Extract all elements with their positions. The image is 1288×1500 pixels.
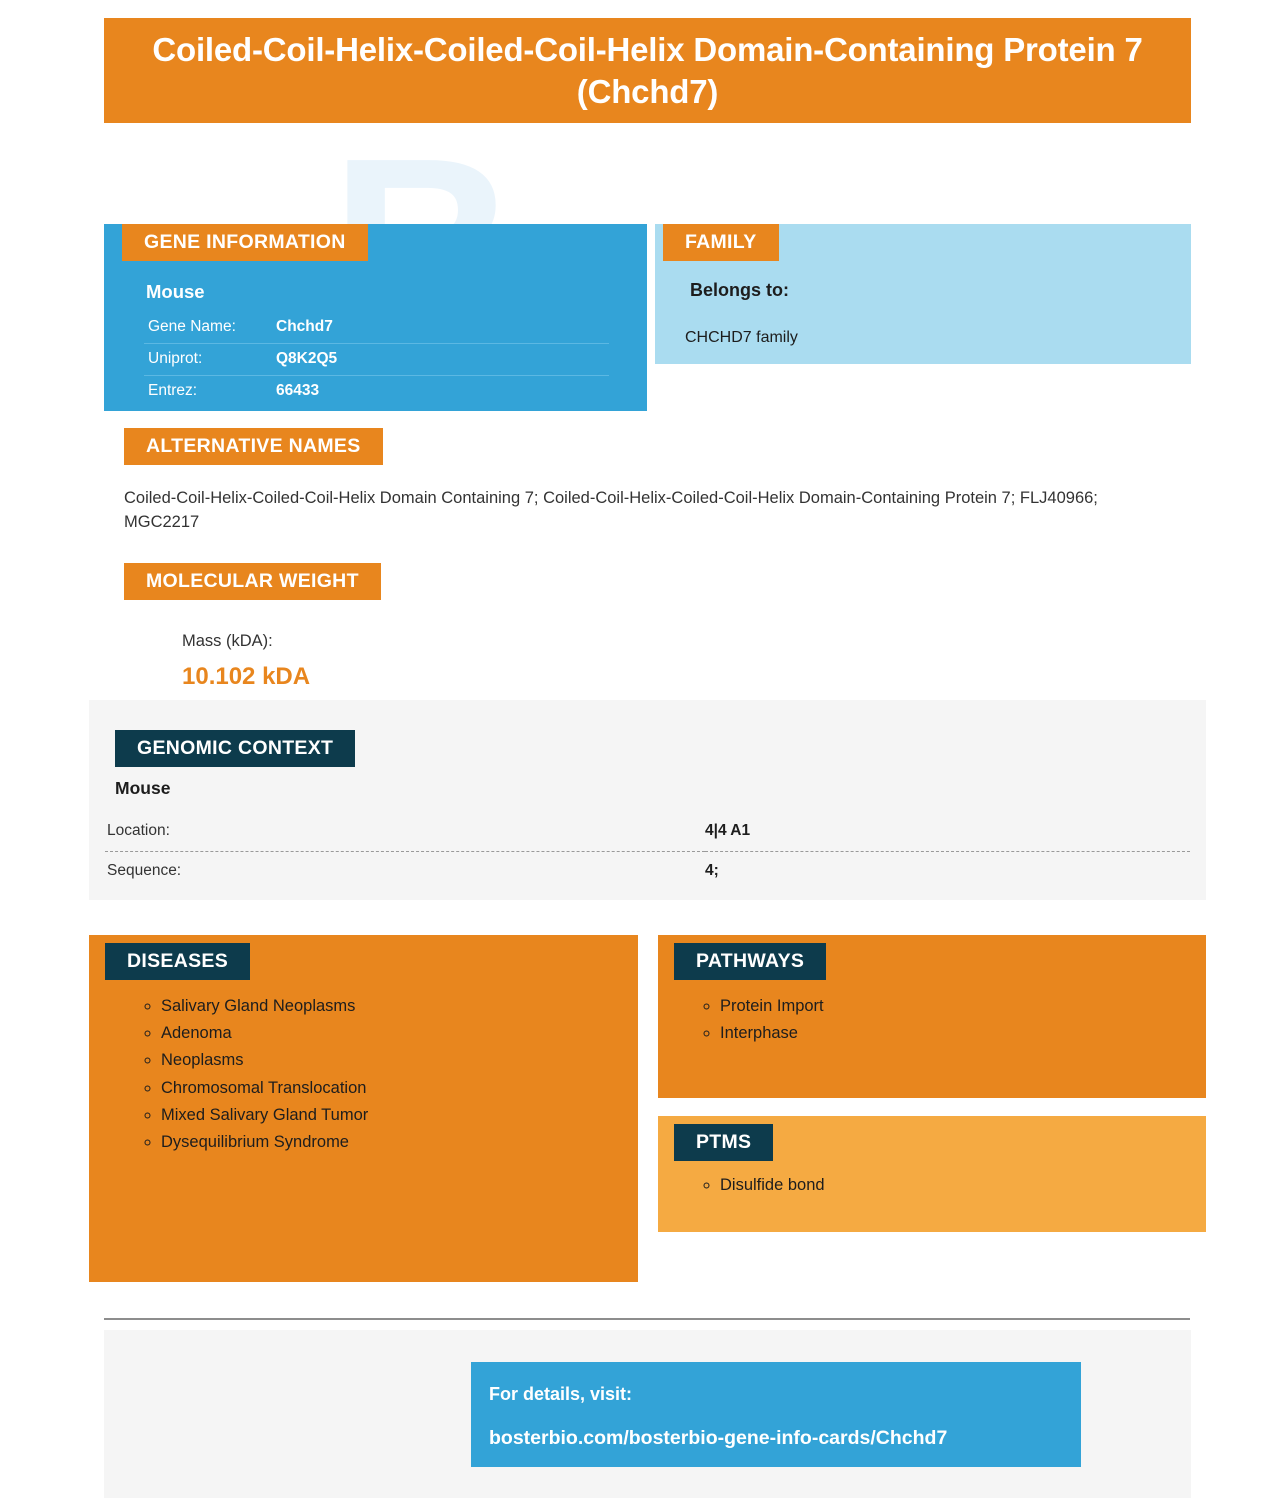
footer-panel	[104, 1330, 1191, 1498]
genomic-context-panel	[89, 700, 1206, 900]
page-title-banner	[104, 18, 1191, 123]
gene-information-table	[144, 312, 609, 407]
list-item: ◦ Disulfide bond	[720, 1172, 825, 1198]
mass-value: 10.102 kDA	[182, 663, 311, 690]
ptms-heading: PTMS	[674, 1124, 773, 1161]
table-row	[105, 852, 1190, 892]
list-item: ◦ Dysequilibrium Syndrome	[161, 1129, 431, 1156]
genomic-context-table	[105, 812, 1190, 891]
list-item: ◦ Chromosomal Translocation	[161, 1075, 431, 1102]
page-title: Coiled-Coil-Helix-Coiled-Coil-Helix Domain-Containing Protein 7 (Chchd7)	[152, 31, 1143, 110]
ptms-panel	[658, 1116, 1206, 1232]
alternative-names-heading: ALTERNATIVE NAMES	[124, 428, 383, 465]
list-item: ◦ Adenoma	[161, 1020, 431, 1047]
list-item: ◦ Interphase	[720, 1020, 824, 1047]
family-panel	[655, 224, 1191, 364]
table-row	[144, 344, 609, 376]
gene-information-heading: GENE INFORMATION	[122, 224, 368, 261]
location-label: Location:	[105, 812, 705, 852]
diseases-panel	[89, 935, 638, 1282]
molecular-weight-heading: MOLECULAR WEIGHT	[124, 563, 381, 600]
gene-information-panel	[104, 224, 647, 411]
gene-name-label: Gene Name:	[144, 312, 272, 344]
diseases-list	[131, 993, 431, 1156]
list-item: ◦ Mixed Salivary Gland Tumor	[161, 1102, 431, 1129]
mass-label: Mass (kDA):	[182, 632, 273, 650]
gene-information-species: Mouse	[146, 281, 205, 302]
table-row	[144, 312, 609, 344]
footer-url[interactable]: bosterbio.com/bosterbio-gene-info-cards/Chchd7	[489, 1427, 948, 1449]
table-row	[144, 376, 609, 408]
location-value: 4|4 A1	[705, 812, 1190, 852]
gene-name-value: Chchd7	[272, 312, 609, 344]
footer-divider	[104, 1318, 1190, 1320]
sequence-value: 4;	[705, 862, 719, 879]
molecular-weight-section	[104, 563, 1191, 691]
pathways-panel	[658, 935, 1206, 1098]
family-value: CHCHD7 family	[685, 329, 798, 346]
table-row	[105, 812, 1190, 852]
alternative-names-text: Coiled-Coil-Helix-Coiled-Coil-Helix Domain Containing 7; Coiled-Coil-Helix-Coiled-Coil-Helix Domain-Containing Protein 7; FLJ40966; MGC2217	[124, 489, 1098, 531]
footer-prompt: For details, visit:	[489, 1384, 633, 1404]
genomic-context-species: Mouse	[115, 778, 171, 798]
diseases-heading: DISEASES	[105, 943, 250, 980]
list-item: ◦ Salivary Gland Neoplasms	[161, 993, 431, 1020]
family-heading: FAMILY	[663, 224, 779, 261]
list-item: ◦ Neoplasms	[161, 1047, 431, 1074]
genomic-context-heading: GENOMIC CONTEXT	[115, 730, 355, 767]
sequence-label: Sequence:	[107, 862, 182, 879]
ptms-list	[674, 1172, 825, 1198]
family-lead-label: Belongs to:	[690, 280, 789, 300]
pathways-list	[674, 993, 824, 1047]
entrez-value: 66433	[276, 382, 320, 399]
uniprot-value: Q8K2Q5	[272, 344, 609, 376]
list-item: ◦ Protein Import	[720, 993, 824, 1020]
uniprot-label: Uniprot:	[144, 344, 272, 376]
pathways-heading: PATHWAYS	[674, 943, 826, 980]
footer-link-box[interactable]	[471, 1362, 1081, 1467]
entrez-label: Entrez:	[148, 382, 198, 399]
alternative-names-section	[104, 428, 1191, 535]
